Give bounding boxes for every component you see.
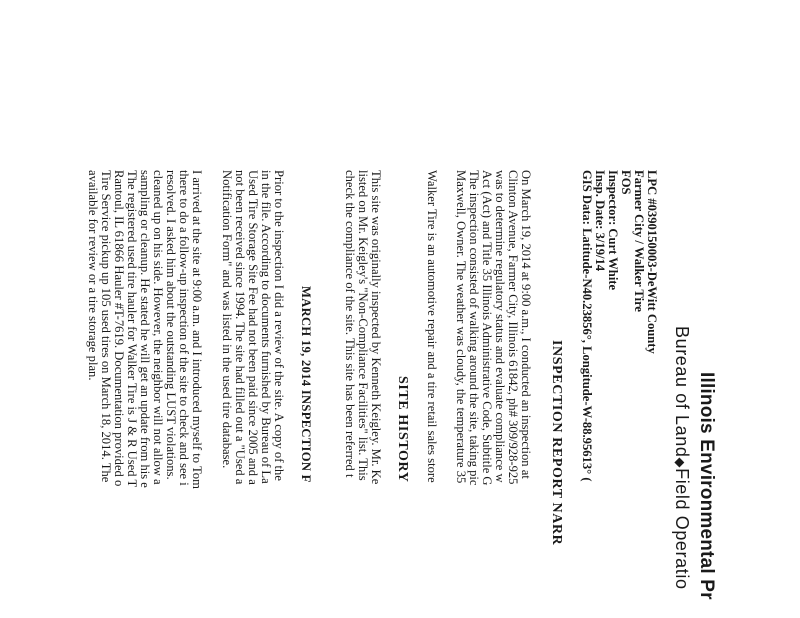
text-line: was to determine regulatory status and evaluate compliance w xyxy=(493,170,507,483)
text-line: Prior to the inspection I did a review of the site. A copy of the xyxy=(272,170,286,481)
text-line: Notification Form" and was listed in the used tire database. xyxy=(220,170,234,469)
text-line: in the file. According to documents furnished by Bureau of La xyxy=(259,170,273,484)
text-line: The registered used tire hauler for Walker Tire is J & R Used T xyxy=(125,170,139,488)
text-line: On March 19, 2014 at 9:00 a.m., I conducted an inspection at xyxy=(519,170,533,479)
bureau-line xyxy=(672,326,692,590)
text-line: Clinton Avenue, Farmer City, Illinois 61842, ph# 309/928-925 xyxy=(506,170,520,485)
narrative-heading: INSPECTION REPORT NARR xyxy=(549,340,564,546)
text-line: Maxwell, Owner. The weather was cloudy, the temperature 35 xyxy=(454,170,468,484)
text-line: Used Tire Storage Site Fee had not been paid since 2005 and a xyxy=(246,170,260,485)
text-line: sampling or cleanup. He stated he will get an update from his e xyxy=(138,170,152,488)
gis-data: GIS Data: Latitude-N40.23856°, Longitude-W-88.95613° ( xyxy=(580,170,594,482)
inspection-findings-heading: MARCH 19, 2014 INSPECTION F xyxy=(299,286,313,483)
text-line: check the compliance of the site. This site has been referred t xyxy=(343,170,357,478)
field-operations: Field Operatio xyxy=(672,468,692,590)
text-line: cleaned up on his side. However, the neighbor will not allow a xyxy=(151,170,165,485)
facility-name: Farmer City / Walker Tire xyxy=(632,170,646,313)
text-line: resolved. I asked him about the outstanding LUST violations. xyxy=(164,170,178,480)
agency-title: Illinois Environmental Pr xyxy=(696,372,717,600)
narrative-paragraph-2: Walker Tire is an automotive repair and a tire retail sales store xyxy=(425,170,439,483)
site-history-heading: SITE HISTORY xyxy=(395,376,410,483)
text-line: Act (Act) and Title 35 Illinois Administrative Code, Subtitle G xyxy=(480,170,494,486)
text-line: Rantoul, IL 61866 Hauler #T-7619. Documentation provided o xyxy=(112,170,126,487)
text-line: This site was originally inspected by Kenneth Keigley. Mr. Ke xyxy=(369,170,383,485)
text-line: The inspection consisted of walking around the site, taking pic xyxy=(467,170,481,486)
program-code: FOS xyxy=(619,170,633,195)
text-line: not been received since 1994. The site had filled out a "Used a xyxy=(233,170,247,485)
inspector-name: Inspector: Curt White xyxy=(606,170,620,291)
text-line: available for review or a tire storage plan. xyxy=(86,170,100,381)
text-line: Tire Service pickup up 105 used tires on March 18, 2014. The xyxy=(99,170,113,483)
text-line: listed on Mr. Keigley's "Non-Compliance Facilities" list. This xyxy=(356,170,370,481)
text-line: I arrived at the site at 9:00 a.m. and I introduced myself to Tom xyxy=(190,170,204,489)
inspection-date: Insp. Date: 3/19/14 xyxy=(593,170,607,272)
bureau-name: Bureau of Land xyxy=(672,326,692,458)
text-line: there to do a follow-up inspection of the site to check and see i xyxy=(177,170,191,486)
lpc-number: LPC #0390150003-DeWitt County xyxy=(645,170,659,354)
diamond-separator-icon: ◆ xyxy=(673,457,688,469)
